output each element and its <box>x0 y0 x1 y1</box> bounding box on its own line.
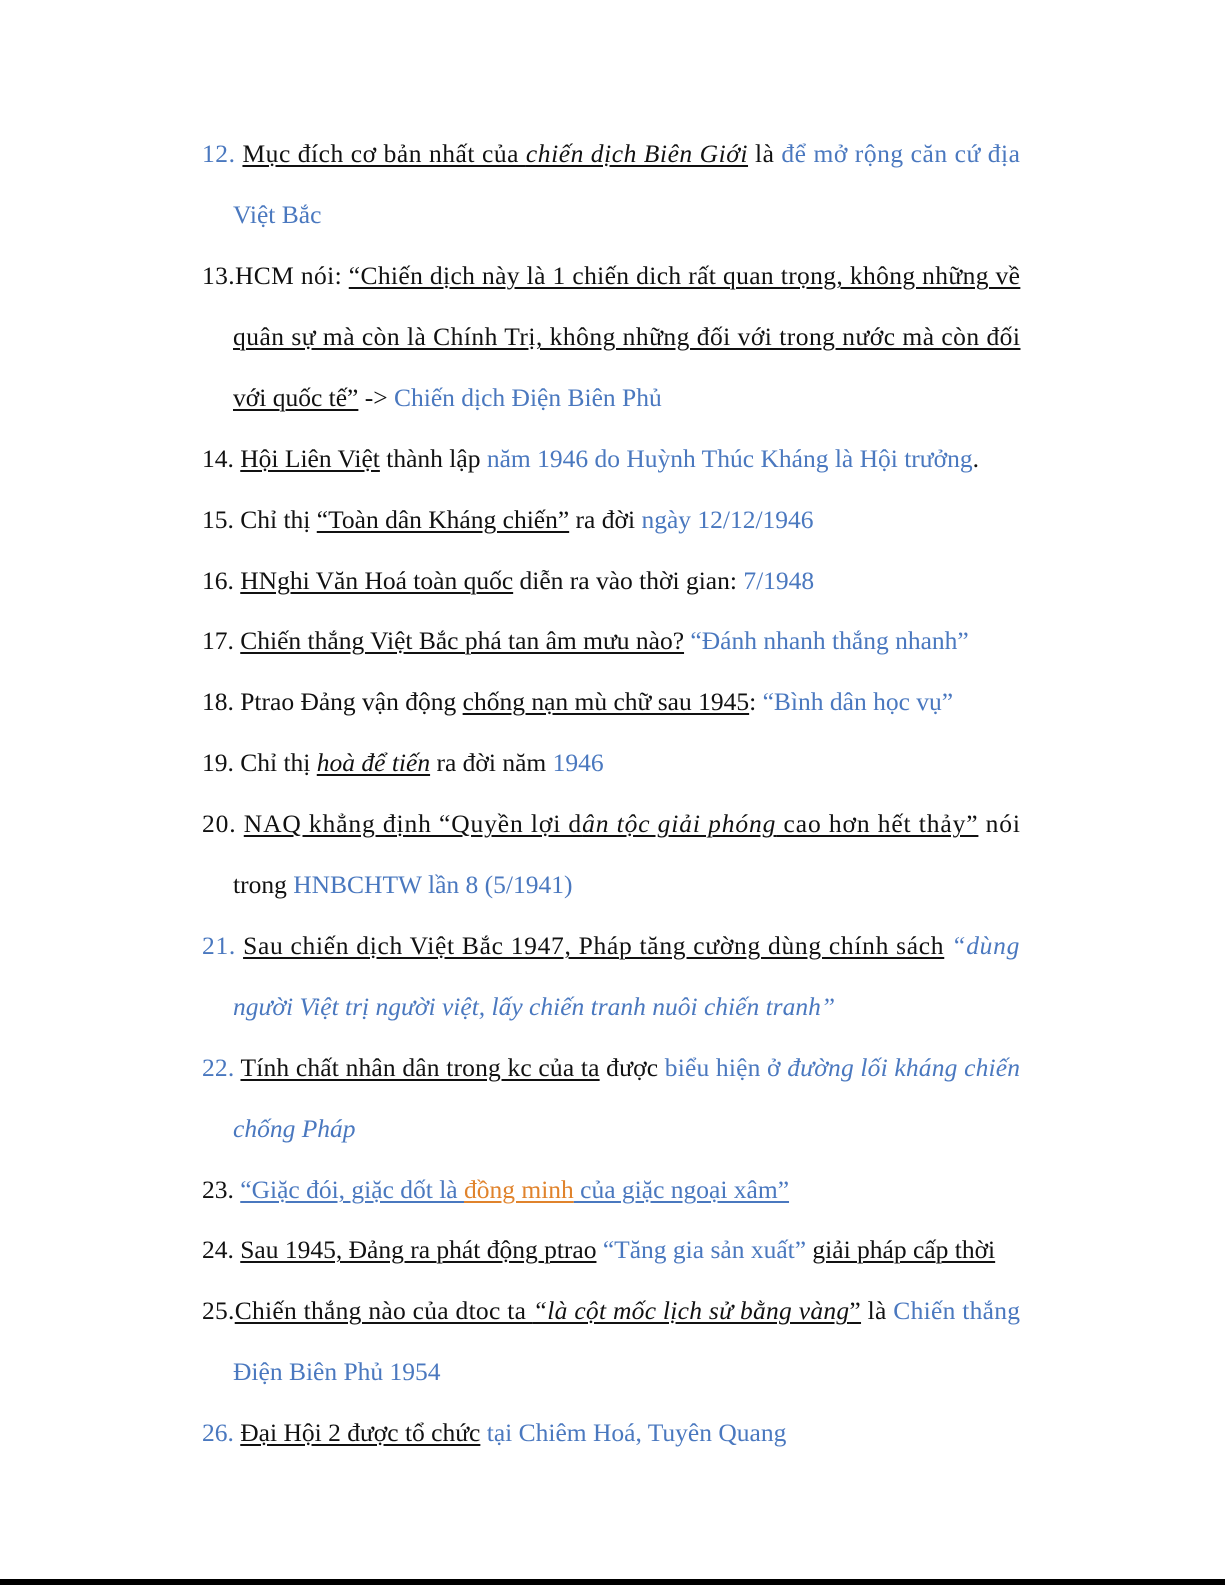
text-segment: chiến dịch Biên Giới <box>525 139 749 168</box>
text-segment: Chiến dịch Điện Biên Phủ <box>393 383 662 412</box>
item-12-line-2 <box>233 198 321 232</box>
text-segment: “dùng <box>951 931 1021 960</box>
text-segment: Mục đích cơ bản nhất của <box>242 139 526 168</box>
text-segment: . <box>972 444 979 473</box>
text-segment: chống nạn mù chữ sau 1945 <box>462 687 750 716</box>
item-21-line-2 <box>233 990 835 1024</box>
item-21-line-1 <box>202 929 1020 963</box>
text-segment: hoà để tiến <box>316 748 431 777</box>
text-segment: 25. <box>202 1296 235 1325</box>
text-segment: 16. <box>202 566 241 595</box>
text-segment: 19. Chỉ thị <box>202 748 317 777</box>
text-segment: Sau chiến dịch Việt Bắc 1947, Pháp tăng cường dùng chính sách <box>243 931 945 960</box>
text-segment: biểu hiện ở <box>664 1053 788 1082</box>
text-segment: được <box>599 1053 665 1082</box>
item-16-line-1 <box>202 564 814 598</box>
text-segment: 21. <box>202 931 244 960</box>
text-segment: cao hơn hết thảy” <box>776 809 979 838</box>
text-segment: ra đời năm <box>430 748 553 777</box>
text-segment: ân tộc giải phóng <box>582 809 777 838</box>
text-segment: “Bình dân học vụ” <box>762 687 954 716</box>
text-segment: “Tăng gia sản xuất” <box>602 1235 807 1264</box>
text-segment: người Việt trị người việt, lấy chiến tranh nuôi chiến tranh” <box>233 992 836 1021</box>
text-segment: Chiến thắng Việt Bắc phá tan âm mưu nào? <box>240 626 685 655</box>
item-14-line-1 <box>202 442 979 476</box>
text-segment: quân sự mà còn là Chính Trị, không những đối với trong nước mà còn đối <box>233 322 1021 351</box>
text-segment: 24. <box>202 1235 241 1264</box>
item-19-line-1 <box>202 746 604 780</box>
text-segment: Sau 1945, Đảng ra phát động ptrao <box>240 1235 597 1264</box>
text-segment: ra đời <box>569 505 642 534</box>
item-20-line-1 <box>202 807 1021 841</box>
item-13-line-2 <box>233 320 1020 354</box>
item-23-line-1 <box>202 1173 789 1207</box>
text-segment: ngày 12/12/1946 <box>641 505 814 534</box>
text-segment: giải pháp cấp thời <box>812 1235 996 1264</box>
item-12-line-1 <box>202 137 1021 171</box>
text-segment: 22. <box>202 1053 241 1082</box>
text-segment: ” <box>849 1296 862 1325</box>
text-segment: : <box>749 687 763 716</box>
item-24-line-1 <box>202 1233 995 1267</box>
text-segment: nói <box>978 809 1021 838</box>
text-segment: đồng minh <box>464 1175 574 1204</box>
text-segment: “là cột mốc lịch sử bằng vàng <box>532 1296 850 1325</box>
text-segment: Chiến thắng nào của dtoc ta <box>234 1296 533 1325</box>
item-20-line-2 <box>233 868 573 902</box>
text-segment: Hội Liên Việt <box>240 444 380 473</box>
text-segment: là <box>861 1296 894 1325</box>
text-segment: 17. <box>202 626 241 655</box>
text-segment: chống Pháp <box>233 1114 356 1143</box>
item-22-line-1 <box>202 1051 1020 1085</box>
text-segment: 15. Chỉ thị <box>202 505 317 534</box>
page-bottom-border <box>0 1579 1225 1585</box>
item-13-line-1 <box>202 259 1020 293</box>
text-segment: Chiến thắng <box>893 1296 1021 1325</box>
text-segment: HNBCHTW lần 8 (5/1941) <box>293 870 573 899</box>
text-segment: năm 1946 do Huỳnh Thúc Kháng là Hội trưởng <box>486 444 973 473</box>
text-segment: Điện Biên Phủ 1954 <box>233 1357 441 1386</box>
text-segment: “Giặc đói, giặc dốt là <box>240 1175 464 1204</box>
text-segment: 7/1948 <box>743 566 815 595</box>
text-segment: “Chiến dịch này là 1 chiến dich rất quan trọng, không những về <box>348 261 1021 290</box>
text-segment: NAQ khẳng định “Quyền lợi d <box>243 809 583 838</box>
text-segment: -> <box>358 383 394 412</box>
text-segment: tại Chiêm Hoá, Tuyên Quang <box>486 1418 787 1447</box>
text-segment: Đại Hội 2 được tổ chức <box>240 1418 481 1447</box>
text-segment: 23. <box>202 1175 241 1204</box>
text-segment: của giặc ngoại xâm” <box>573 1175 790 1204</box>
item-25-line-2 <box>233 1355 441 1389</box>
text-segment: diễn ra vào thời gian: <box>513 566 744 595</box>
text-segment: Việt Bắc <box>233 200 322 229</box>
text-segment: thành lập <box>379 444 487 473</box>
text-segment: 13.HCM nói: <box>202 261 349 290</box>
text-segment: 20. <box>202 809 244 838</box>
text-segment: để mở rộng căn cứ địa <box>781 139 1021 168</box>
item-25-line-1 <box>202 1294 1020 1328</box>
item-18-line-1 <box>202 685 953 719</box>
item-26-line-1 <box>202 1416 786 1450</box>
text-segment: 1946 <box>552 748 604 777</box>
item-22-line-2 <box>233 1112 356 1146</box>
text-segment: 18. Ptrao Đảng vận động <box>202 687 463 716</box>
text-segment: với quốc tế” <box>233 383 359 412</box>
text-segment: là <box>748 139 782 168</box>
item-17-line-1 <box>202 624 969 658</box>
text-segment: 14. <box>202 444 241 473</box>
text-segment: trong <box>233 870 294 899</box>
text-segment: 12. <box>202 139 243 168</box>
text-segment: đường lối kháng chiến <box>787 1053 1021 1082</box>
item-13-line-3 <box>233 381 662 415</box>
text-segment: “Đánh nhanh thắng nhanh” <box>690 626 969 655</box>
item-15-line-1 <box>202 503 814 537</box>
text-segment: 26. <box>202 1418 241 1447</box>
text-segment: Tính chất nhân dân trong kc của ta <box>240 1053 600 1082</box>
text-segment: HNghi Văn Hoá toàn quốc <box>240 566 514 595</box>
text-segment: “Toàn dân Kháng chiến” <box>316 505 570 534</box>
